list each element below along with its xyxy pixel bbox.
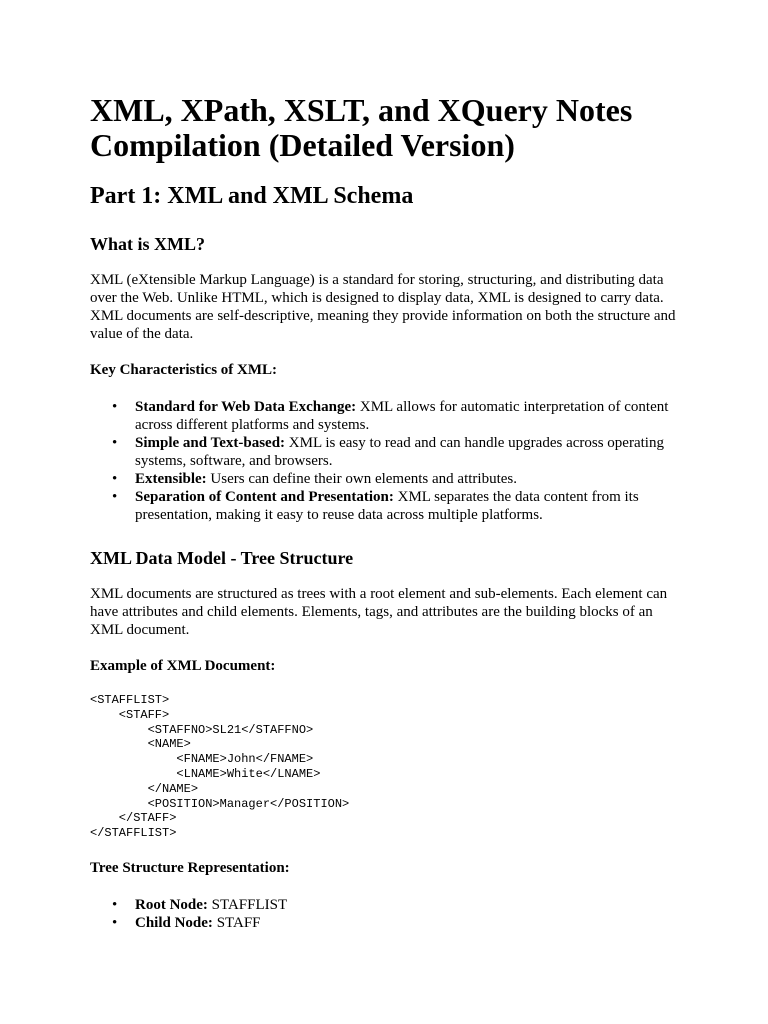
bullet-icon: •: [112, 471, 118, 487]
list-item: [112, 914, 680, 932]
list-item-text: STAFFLIST: [207, 896, 288, 913]
data-model-heading: XML Data Model - Tree Structure: [90, 548, 354, 568]
list-item-term: Root Node:: [135, 896, 208, 913]
bullet-icon: •: [112, 435, 118, 451]
part1-heading: Part 1: XML and XML Schema: [90, 183, 414, 209]
document-title: XML, XPath, XSLT, and XQuery Notes Compilation (Detailed Version): [90, 92, 633, 163]
list-item: [112, 398, 680, 434]
list-item-text: XML is easy to read and can handle upgrades across operating systems, software, and browsers.: [135, 435, 664, 469]
tree-representation-list: [90, 896, 680, 932]
what-is-xml-heading: What is XML?: [90, 234, 206, 254]
list-item-term: Separation of Content and Presentation:: [135, 489, 394, 505]
document-page: [90, 93, 680, 932]
list-item: [112, 896, 680, 914]
list-item-text: XML allows for automatic interpretation of content across different platforms and systems.: [135, 399, 669, 433]
key-characteristics-list: [90, 398, 680, 524]
bullet-icon: •: [112, 399, 118, 415]
list-item-term: Simple and Text-based:: [135, 435, 286, 451]
list-item: [112, 488, 680, 524]
data-model-paragraph: XML documents are structured as trees with a root element and sub-elements. Each element can have attributes and child elements. Elements, tags, and attributes are the building blocks of an XML document.: [90, 586, 668, 638]
list-item-text: Users can define their own elements and attributes.: [206, 471, 517, 487]
bullet-icon: •: [112, 489, 118, 505]
key-characteristics-heading: Key Characteristics of XML:: [90, 362, 278, 378]
bullet-icon: •: [112, 896, 118, 913]
list-item-term: Standard for Web Data Exchange:: [135, 399, 357, 415]
list-item-text: XML separates the data content from its presentation, making it easy to reuse data across multiple platforms.: [135, 489, 639, 523]
example-heading: Example of XML Document:: [90, 658, 276, 674]
list-item: [112, 434, 680, 470]
list-item-term: Child Node:: [135, 914, 213, 931]
bullet-icon: •: [112, 914, 118, 931]
list-item-term: Extensible:: [135, 471, 207, 487]
what-is-xml-paragraph: XML (eXtensible Markup Language) is a standard for storing, structuring, and distributing data over the Web. Unlike HTML, which is designed to display data, XML is designed to carry data. XML documents are self-descriptive, meaning they provide information on both the structure and value of the data.: [90, 272, 676, 342]
xml-code-block: <STAFFLIST> <STAFF> <STAFFNO>SL21</STAFFNO> <NAME> <FNAME>John</FNAME> <LNAME>White</LNAME> </NAME> <POSITION>Manager</POSITION> </STAFF> </STAFFLIST>: [90, 693, 350, 841]
list-item-text: STAFF: [212, 914, 261, 931]
list-item: [112, 470, 680, 488]
tree-representation-heading: Tree Structure Representation:: [90, 859, 290, 876]
